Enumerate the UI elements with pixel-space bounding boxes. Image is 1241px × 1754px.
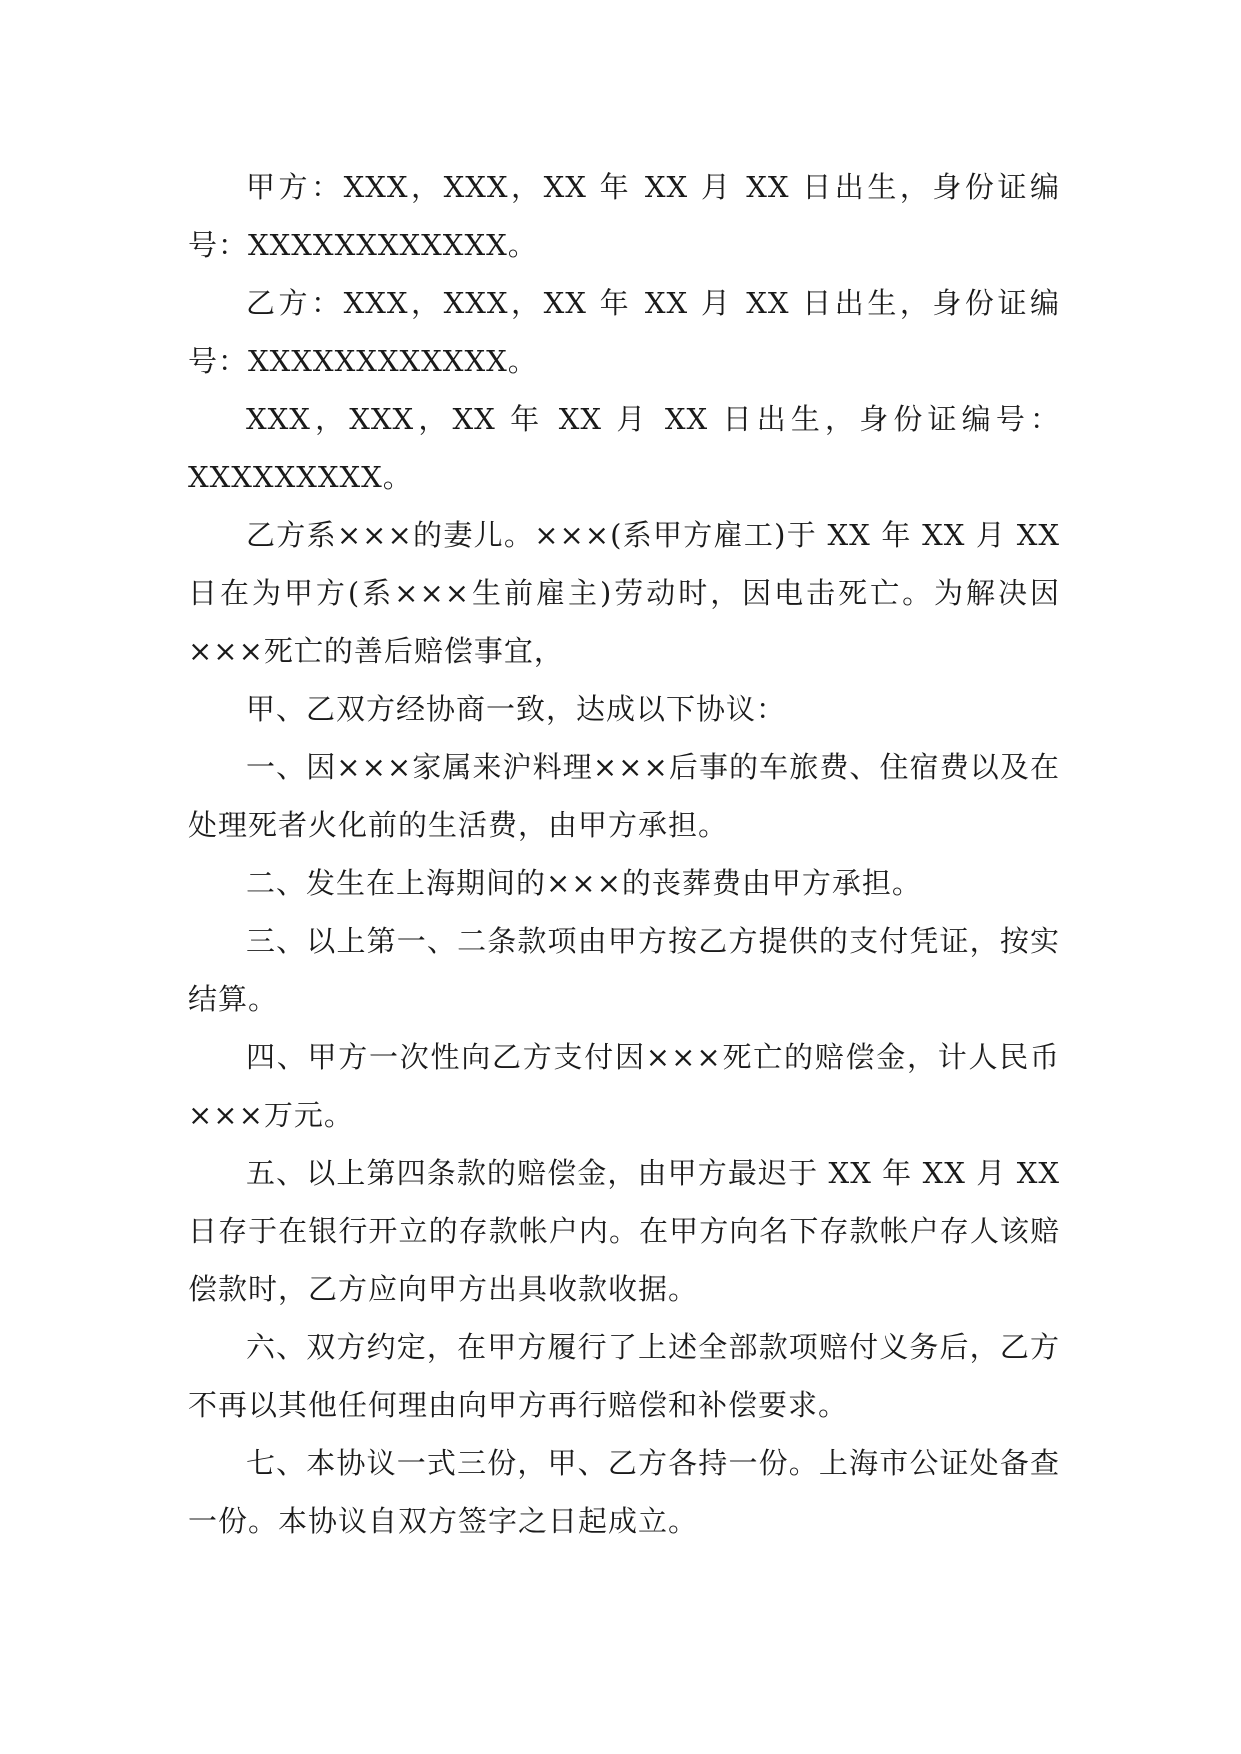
party-b-member-paragraph: XXX，XXX，XX 年 XX 月 XX 日出生，身份证编号：XXXXXXXXX。 (188, 402, 1060, 494)
background-paragraph: 乙方系×××的妻儿。×××(系甲方雇工)于 XX 年 XX 月 XX 日在为甲方(系×××生前雇主)劳动时，因电击死亡。为解决因×××死亡的善后赔偿事宜， (188, 518, 1060, 668)
clause-3: 三、以上第一、二条款项由甲方按乙方提供的支付凭证，按实结算。 (188, 924, 1060, 1016)
clause-7: 七、本协议一式三份，甲、乙方各持一份。上海市公证处备查一份。本协议自双方签字之日起成立。 (188, 1446, 1060, 1538)
clause-4: 四、甲方一次性向乙方支付因×××死亡的赔偿金，计人民币×××万元。 (188, 1040, 1060, 1132)
clause-5: 五、以上第四条款的赔偿金，由甲方最迟于 XX 年 XX 月 XX 日存于在银行开立的存款帐户内。在甲方向名下存款帐户存人该赔偿款时，乙方应向甲方出具收款收据。 (188, 1156, 1060, 1306)
agreement-body (188, 158, 1060, 1550)
agreement-intro-paragraph: 甲、乙双方经协商一致，达成以下协议： (246, 692, 787, 726)
clause-6: 六、双方约定，在甲方履行了上述全部款项赔付义务后，乙方不再以其他任何理由向甲方再行赔偿和补偿要求。 (188, 1330, 1060, 1422)
clause-2: 二、发生在上海期间的×××的丧葬费由甲方承担。 (246, 866, 922, 900)
party-b-paragraph: 乙方：XXX，XXX，XX 年 XX 月 XX 日出生，身份证编号：XXXXXXXXXXXX。 (188, 286, 1060, 378)
party-a-paragraph: 甲方：XXX，XXX，XX 年 XX 月 XX 日出生，身份证编号：XXXXXXXXXXXX。 (188, 170, 1060, 262)
clause-1: 一、因×××家属来沪料理×××后事的车旅费、住宿费以及在处理死者火化前的生活费，由甲方承担。 (188, 750, 1060, 842)
